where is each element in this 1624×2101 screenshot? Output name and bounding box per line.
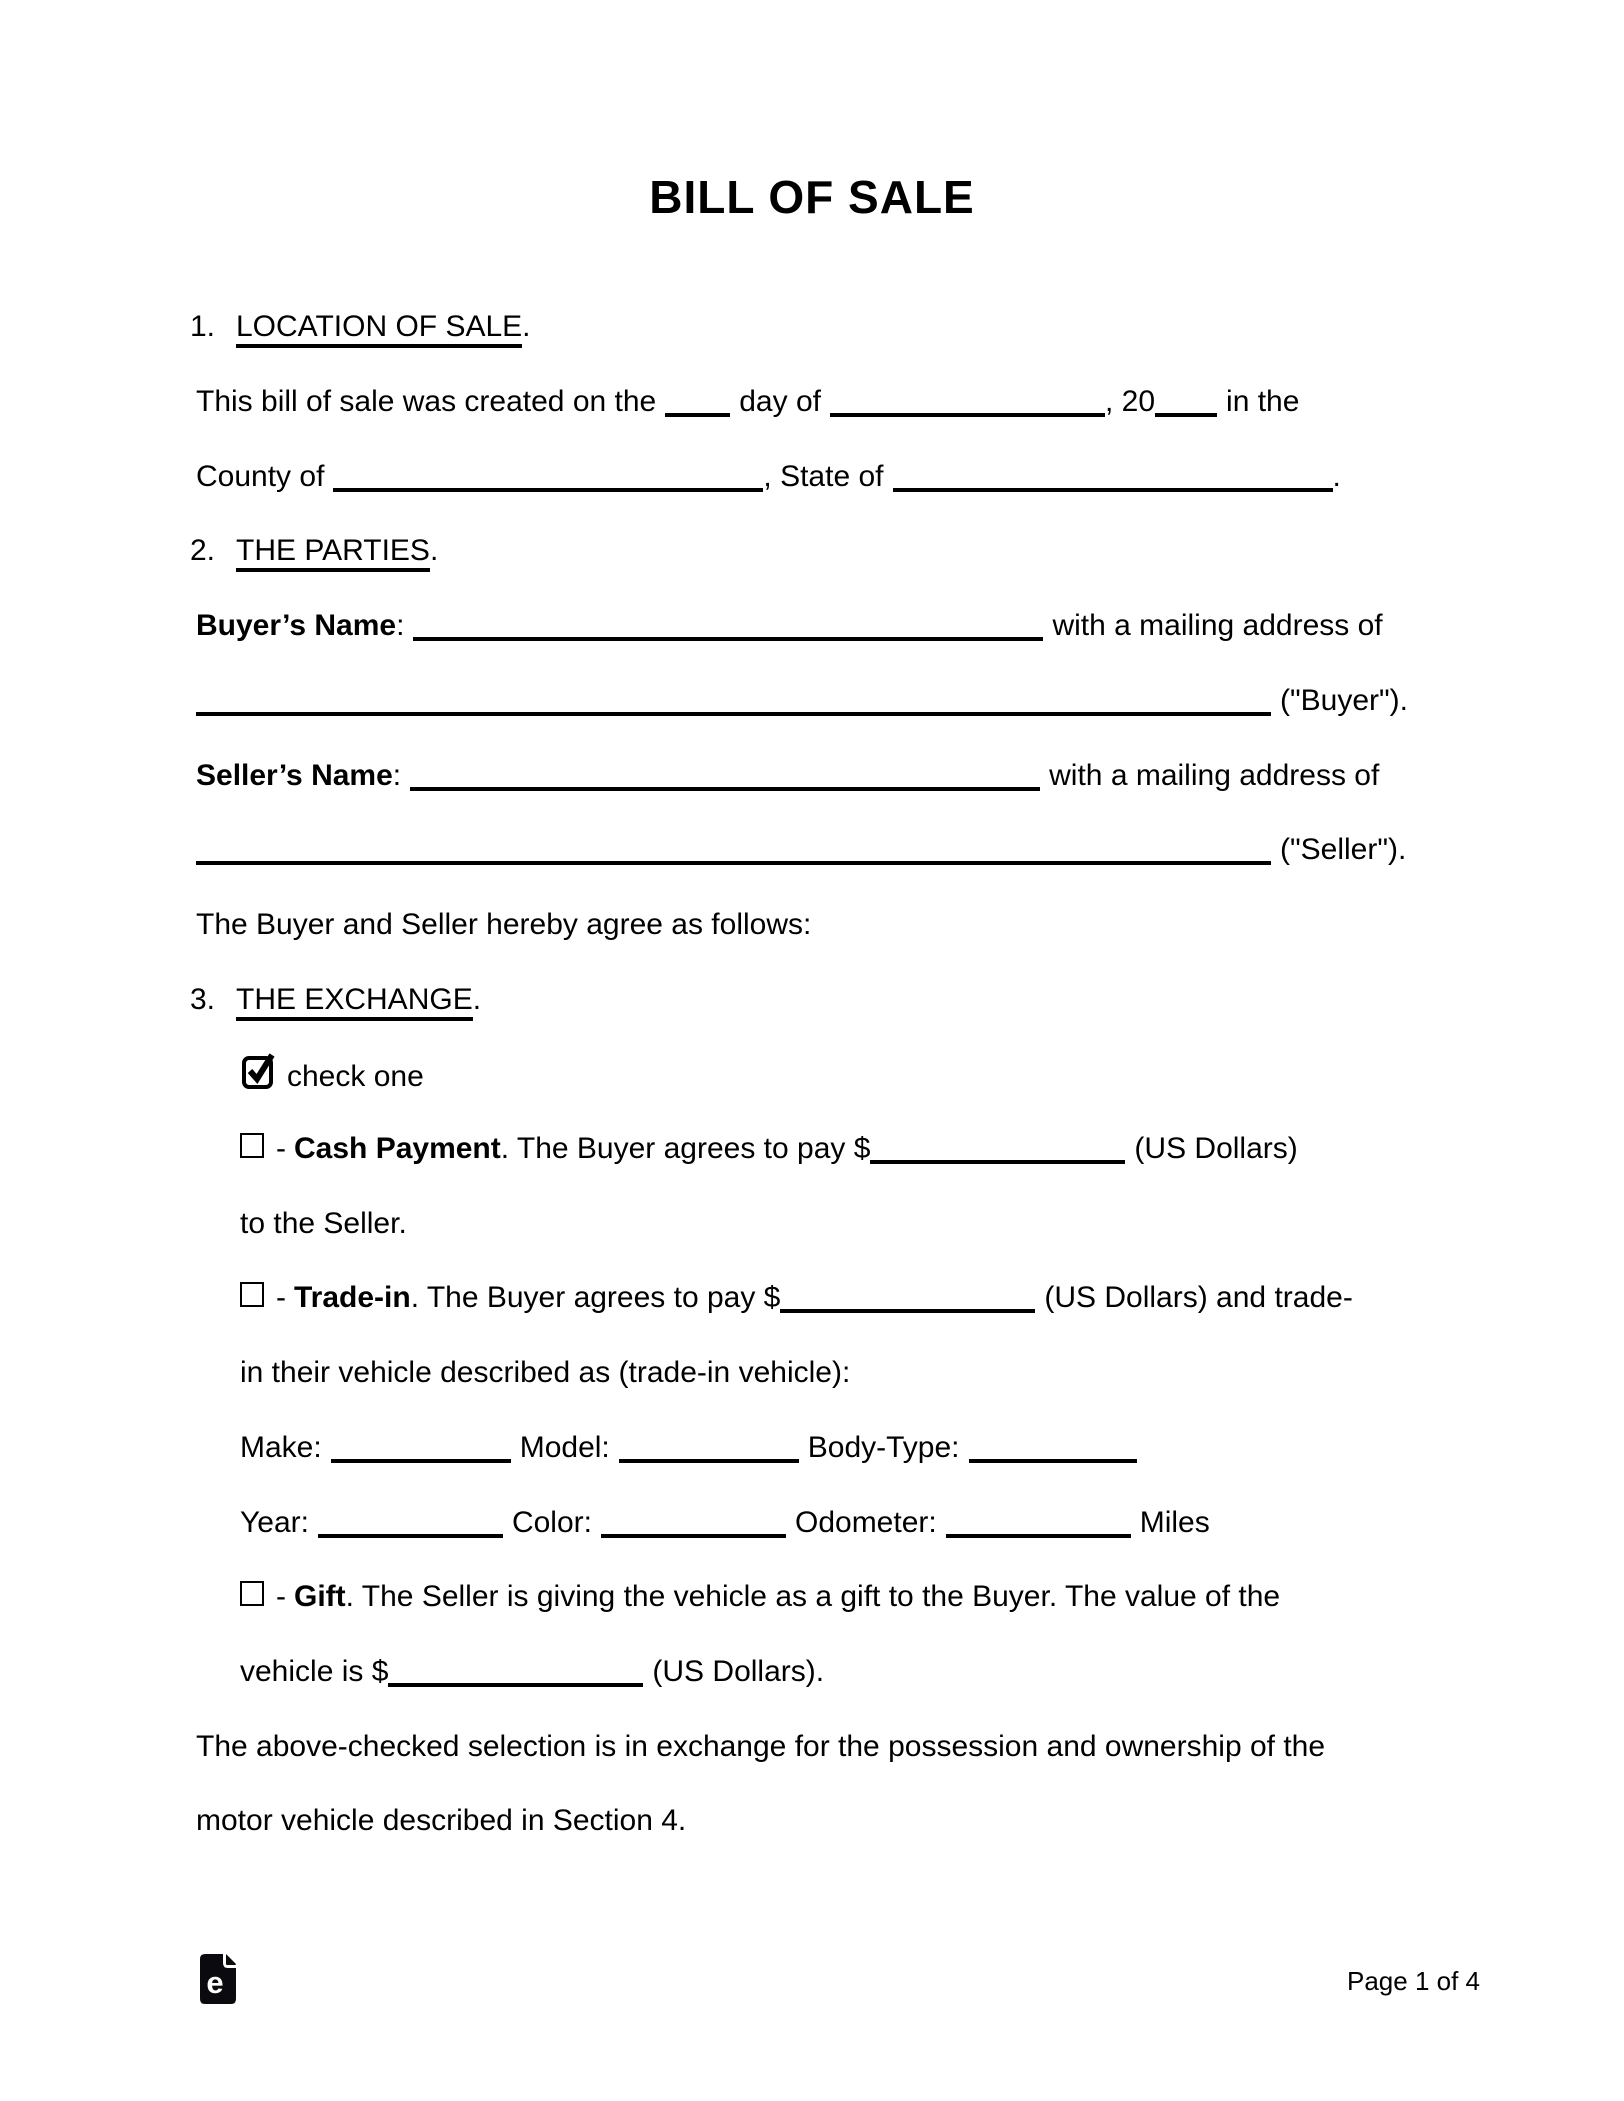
page-number-label: Page 1 of 4 bbox=[1347, 1966, 1480, 1996]
check-one-label: check one bbox=[287, 1060, 424, 1093]
closing-line-1: The above-checked selection is in exchange for the possession and ownership of the bbox=[196, 1730, 1326, 1763]
location-line1-text-d: in the bbox=[1226, 385, 1300, 418]
buyer-name-blank-field[interactable] bbox=[413, 611, 1043, 641]
gift-line bbox=[240, 1579, 1280, 1615]
buyer-address-blank-field[interactable] bbox=[196, 686, 1271, 716]
state-blank-field[interactable] bbox=[893, 462, 1333, 492]
agreement-line: The Buyer and Seller hereby agree as follows: bbox=[196, 908, 812, 941]
location-line1-text-a: This bill of sale was created on the bbox=[196, 385, 657, 418]
county-blank-field[interactable] bbox=[333, 462, 763, 492]
location-line2-period: . bbox=[1332, 460, 1341, 493]
section-3-number: 3. bbox=[190, 983, 216, 1016]
trade-in-checkbox[interactable] bbox=[240, 1282, 264, 1307]
color-blank-field[interactable] bbox=[601, 1508, 786, 1538]
section-2-number: 2. bbox=[190, 534, 216, 567]
make-label: Make: bbox=[240, 1431, 322, 1464]
make-blank-field[interactable] bbox=[331, 1433, 511, 1463]
section-3-heading-period: . bbox=[472, 983, 482, 1016]
document-logo-icon bbox=[200, 1954, 236, 2004]
seller-mailing-text: with a mailing address of bbox=[1049, 759, 1380, 792]
section-2-heading-period: . bbox=[429, 534, 439, 567]
gift-line-2 bbox=[240, 1654, 824, 1690]
cash-amount-blank-field[interactable] bbox=[870, 1134, 1125, 1164]
section-1-heading-text: LOCATION OF SALE bbox=[236, 310, 522, 348]
check-one-line bbox=[242, 1056, 424, 1095]
miles-label: Miles bbox=[1139, 1506, 1210, 1539]
cash-dash: - bbox=[276, 1132, 286, 1165]
trade-dash: - bbox=[276, 1281, 286, 1314]
trade-in-label: Trade-in bbox=[294, 1281, 411, 1314]
odometer-blank-field[interactable] bbox=[946, 1508, 1131, 1538]
odometer-label: Odometer: bbox=[794, 1506, 937, 1539]
seller-name-colon: : bbox=[392, 759, 402, 792]
body-type-label: Body-Type: bbox=[807, 1431, 960, 1464]
buyer-paren-text: ("Buyer"). bbox=[1280, 684, 1408, 717]
seller-name-line bbox=[196, 758, 1379, 794]
gift-text-2: (US Dollars). bbox=[652, 1655, 825, 1688]
buyer-mailing-text: with a mailing address of bbox=[1052, 609, 1383, 642]
year-field-blank[interactable] bbox=[318, 1508, 503, 1538]
trade-text-1: . The Buyer agrees to pay $ bbox=[410, 1281, 781, 1314]
color-label: Color: bbox=[511, 1506, 592, 1539]
cash-payment-label: Cash Payment bbox=[294, 1132, 501, 1165]
cash-text-2: (US Dollars) bbox=[1134, 1132, 1298, 1165]
logo-letter: e bbox=[206, 1965, 224, 2000]
cash-payment-line bbox=[240, 1131, 1298, 1167]
seller-name-blank-field[interactable] bbox=[410, 761, 1040, 791]
check-mark-icon bbox=[245, 1048, 277, 1086]
cash-text-1: . The Buyer agrees to pay $ bbox=[500, 1132, 871, 1165]
trade-amount-blank-field[interactable] bbox=[780, 1283, 1035, 1313]
state-label: , State of bbox=[763, 460, 884, 493]
cash-payment-line-2: to the Seller. bbox=[240, 1207, 407, 1240]
year-blank-field[interactable] bbox=[1155, 387, 1217, 417]
section-1-heading bbox=[190, 309, 531, 345]
location-line1-text-c: , 20 bbox=[1104, 385, 1156, 418]
buyer-name-colon: : bbox=[396, 609, 405, 642]
gift-checkbox[interactable] bbox=[240, 1581, 264, 1606]
gift-dash: - bbox=[276, 1580, 286, 1613]
year-label: Year: bbox=[240, 1506, 309, 1539]
section-2-heading bbox=[190, 533, 438, 569]
closing-line-2: motor vehicle described in Section 4. bbox=[196, 1804, 687, 1837]
eforms-logo bbox=[200, 1954, 236, 2009]
gift-value-blank-field[interactable] bbox=[388, 1657, 643, 1687]
buyer-name-label: Buyer’s Name bbox=[196, 609, 397, 642]
cash-payment-checkbox[interactable] bbox=[240, 1133, 264, 1158]
page-title: BILL OF SALE bbox=[649, 171, 975, 223]
seller-paren-text: ("Seller"). bbox=[1280, 833, 1407, 866]
buyer-name-line bbox=[196, 608, 1383, 644]
month-blank-field[interactable] bbox=[830, 387, 1105, 417]
trade-text-2: (US Dollars) and trade- bbox=[1044, 1281, 1353, 1314]
gift-text-1: . The Seller is giving the vehicle as a gift to the Buyer. The value of the bbox=[345, 1580, 1281, 1613]
day-blank-field[interactable] bbox=[665, 387, 730, 417]
seller-address-blank-field[interactable] bbox=[196, 835, 1271, 865]
vehicle-row-2 bbox=[240, 1505, 1210, 1541]
check-one-checkbox[interactable] bbox=[242, 1056, 273, 1089]
body-type-blank-field[interactable] bbox=[969, 1433, 1137, 1463]
section-2-heading-text: THE PARTIES bbox=[236, 534, 430, 572]
county-label: County of bbox=[196, 460, 325, 493]
vehicle-row-1 bbox=[240, 1430, 1146, 1466]
section-3-heading-text: THE EXCHANGE bbox=[236, 983, 473, 1021]
section-3-heading bbox=[190, 982, 481, 1018]
trade-in-line bbox=[240, 1280, 1353, 1316]
trade-in-line-2: in their vehicle described as (trade-in vehicle): bbox=[240, 1356, 851, 1389]
gift-label: Gift bbox=[294, 1580, 346, 1613]
seller-address-line bbox=[196, 832, 1406, 868]
model-blank-field[interactable] bbox=[619, 1433, 799, 1463]
model-label: Model: bbox=[519, 1431, 610, 1464]
location-line1-text-b: day of bbox=[739, 385, 821, 418]
buyer-address-line bbox=[196, 683, 1408, 719]
location-line-2 bbox=[196, 459, 1341, 495]
section-1-heading-period: . bbox=[522, 310, 531, 343]
seller-name-label: Seller’s Name bbox=[196, 759, 393, 792]
gift-value-label: vehicle is $ bbox=[240, 1655, 389, 1688]
section-1-number: 1. bbox=[190, 310, 216, 343]
location-line-1 bbox=[196, 384, 1299, 420]
